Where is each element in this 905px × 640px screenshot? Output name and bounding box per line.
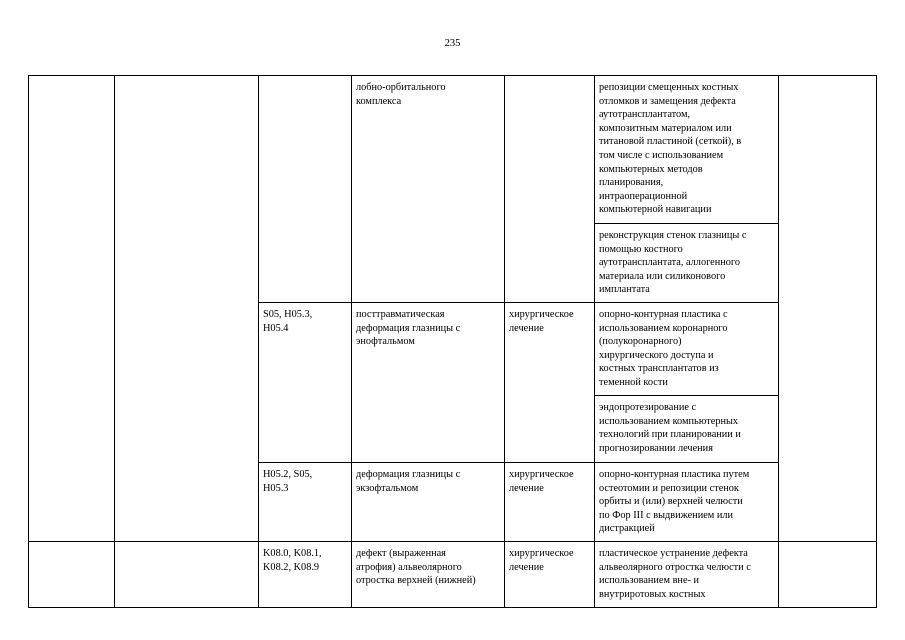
- method-cell: [595, 396, 779, 463]
- diagnosis-text: дефект (выраженная атрофия) альвеолярного отростка верхней (нижней): [356, 548, 476, 587]
- code-cell: [259, 542, 352, 608]
- col-number-cell: [29, 76, 115, 542]
- diagnosis-cell: [352, 463, 505, 542]
- col-profile-cell: [115, 76, 259, 542]
- medical-care-table-next-group: [28, 541, 877, 608]
- treatment-type-cell: [505, 76, 595, 303]
- method-text: пластическое устранение дефекта альвеолярного отростка челюсти с использованием вне- и внутриротовых костных: [599, 548, 751, 600]
- table-row: [29, 76, 877, 224]
- col-profile-cell: [115, 542, 259, 608]
- method-text: опорно-контурная пластика путем остеотомии и репозиции стенок орбиты и (или) верхней челюсти по Фор III с выдвижением или дистракцией: [599, 469, 750, 535]
- method-cell: [595, 224, 779, 303]
- method-text: реконструкция стенок глазницы с помощью костного аутотрансплантата, аллогенного материала или силиконового имплантата: [599, 230, 747, 296]
- code-cell: [259, 76, 352, 303]
- method-cell: [595, 76, 779, 224]
- treatment-type-cell: [505, 542, 595, 608]
- diagnosis-cell: [352, 303, 505, 463]
- method-text: эндопротезирование с использованием компьютерных технологий при планировании и прогнозировании лечения: [599, 402, 741, 454]
- treatment-type-text: хирургическое лечение: [509, 548, 574, 573]
- treatment-type-text: хирургическое лечение: [509, 469, 574, 494]
- code-text: S05, H05.3, H05.4: [263, 309, 313, 334]
- treatment-type-cell: [505, 303, 595, 463]
- code-cell: [259, 463, 352, 542]
- diagnosis-text: деформация глазницы с экзофтальмом: [356, 469, 461, 494]
- diagnosis-cell: [352, 542, 505, 608]
- diagnosis-cell: [352, 76, 505, 303]
- method-cell: [595, 542, 779, 608]
- method-cell: [595, 463, 779, 542]
- code-text: K08.0, K08.1, K08.2, K08.9: [263, 548, 322, 573]
- col-amount-cell: [779, 542, 877, 608]
- diagnosis-text: лобно-орбитального комплекса: [356, 82, 446, 107]
- col-number-cell: [29, 542, 115, 608]
- method-text: опорно-контурная пластика с использованием коронарного (полукоронарного) хирургического доступа и костных трансплантатов из теменной кости: [599, 309, 728, 388]
- table-row: [29, 542, 877, 608]
- page-number: 235: [444, 38, 461, 49]
- treatment-type-cell: [505, 463, 595, 542]
- diagnosis-text: посттравматическая деформация глазницы с энофтальмом: [356, 309, 461, 348]
- treatment-type-text: хирургическое лечение: [509, 309, 574, 334]
- medical-care-table: [28, 75, 877, 542]
- code-text: H05.2, S05, H05.3: [263, 469, 313, 494]
- method-text: репозиции смещенных костных отломков и замещения дефекта аутотрансплантатом, композитным материалом или титановой пластиной (сеткой), в том числе с использованием компьютерных методов планирования, интраоперационной компьютерной навигации: [599, 82, 742, 216]
- col-amount-cell: [779, 76, 877, 542]
- code-cell: [259, 303, 352, 463]
- method-cell: [595, 303, 779, 396]
